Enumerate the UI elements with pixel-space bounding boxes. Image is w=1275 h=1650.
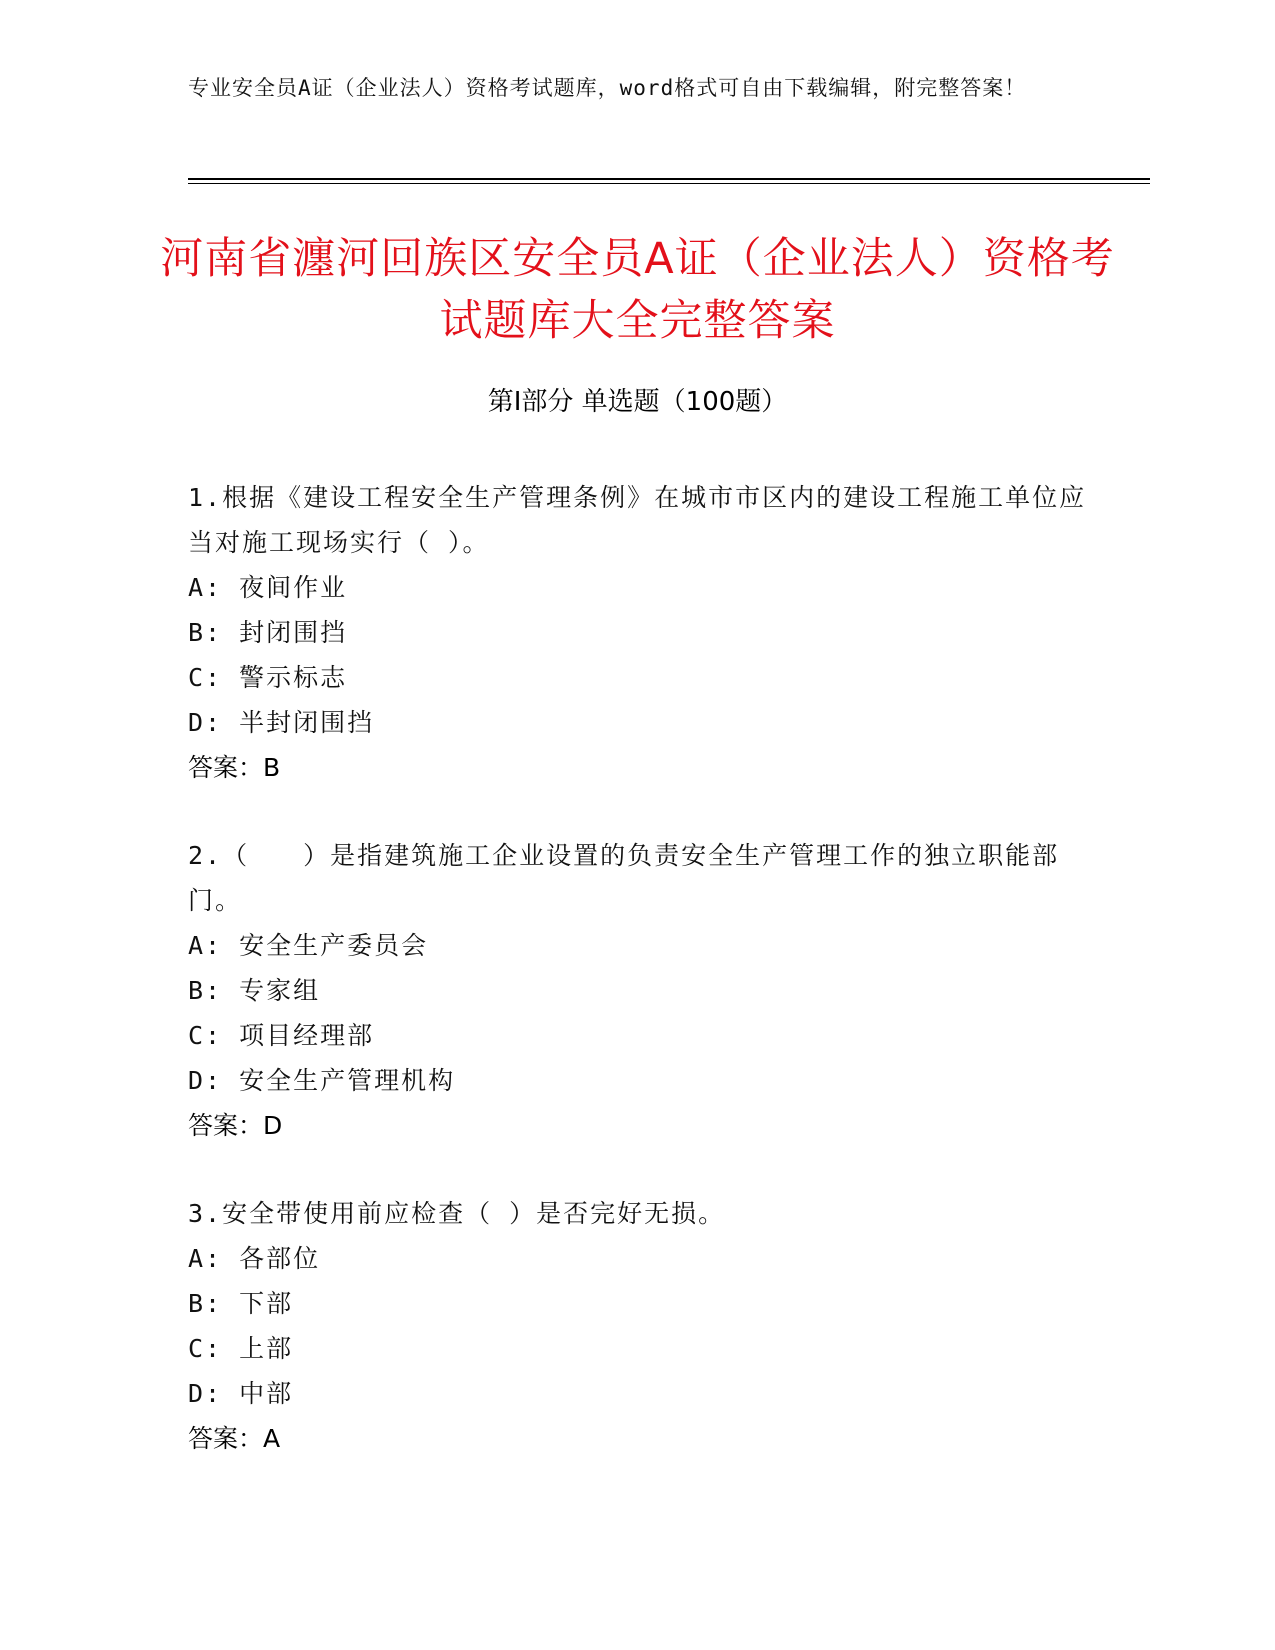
question-1 <box>188 475 1088 790</box>
option-c: C: 上部 <box>188 1334 294 1363</box>
option-d: D: 中部 <box>188 1379 294 1408</box>
header-divider <box>188 178 1150 180</box>
option-b: B: 下部 <box>188 1289 294 1318</box>
question-3 <box>188 1191 1088 1461</box>
question-stem: 3.安全带使用前应检查（ ）是否完好无损。 <box>188 1199 726 1228</box>
answer: 答案：D <box>188 1111 283 1140</box>
header-note: 专业安全员A证（企业法人）资格考试题库，word格式可自由下载编辑，附完整答案！ <box>188 76 1027 100</box>
option-c: C: 项目经理部 <box>188 1021 375 1050</box>
section-title: 第Ⅰ部分 单选题（100题） <box>487 387 788 417</box>
option-d: D: 半封闭围挡 <box>188 708 375 737</box>
option-a: A: 夜间作业 <box>188 573 348 602</box>
option-b: B: 封闭围挡 <box>188 618 348 647</box>
question-2 <box>188 833 1088 1148</box>
document-title: 河南省瀍河回族区安全员A证（企业法人）资格考试题库大全完整答案 <box>160 234 1115 346</box>
question-stem: 1.根据《建设工程安全生产管理条例》在城市市区内的建设工程施工单位应当对施工现场实行（ ）。 <box>188 483 1087 557</box>
option-a: A: 安全生产委员会 <box>188 931 429 960</box>
option-c: C: 警示标志 <box>188 663 348 692</box>
answer: 答案：A <box>188 1424 281 1453</box>
option-a: A: 各部位 <box>188 1244 321 1273</box>
header-divider-thin <box>188 183 1150 184</box>
answer: 答案：B <box>188 753 281 782</box>
question-stem: 2.（ ）是指建筑施工企业设置的负责安全生产管理工作的独立职能部门。 <box>188 841 1060 915</box>
question-list <box>188 475 1088 1504</box>
option-b: B: 专家组 <box>188 976 321 1005</box>
option-d: D: 安全生产管理机构 <box>188 1066 456 1095</box>
